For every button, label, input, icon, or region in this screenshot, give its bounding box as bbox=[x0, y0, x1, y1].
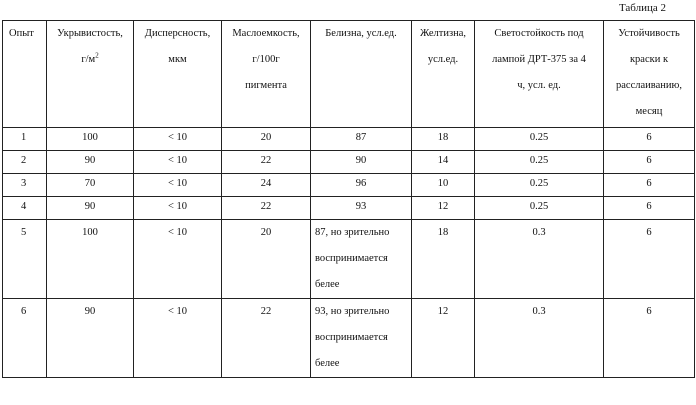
header-stability: Устойчивость краски к расслаиванию, месяц bbox=[604, 21, 695, 128]
cell-coverage: 90 bbox=[47, 299, 134, 378]
cell-dispersity: < 10 bbox=[134, 299, 222, 378]
cell-lightfastness: 0.25 bbox=[475, 128, 604, 151]
cell-whiteness: 90 bbox=[311, 151, 412, 174]
cell-oil-absorption: 22 bbox=[222, 299, 311, 378]
cell-whiteness: 87, но зрительно воспринимается белее bbox=[311, 220, 412, 299]
cell-yellowness: 10 bbox=[412, 174, 475, 197]
table-row bbox=[3, 220, 695, 299]
cell-yellowness: 12 bbox=[412, 197, 475, 220]
cell-oil-absorption: 22 bbox=[222, 151, 311, 174]
cell-stability: 6 bbox=[604, 299, 695, 378]
cell-lightfastness: 0.25 bbox=[475, 151, 604, 174]
header-dispersity: Дисперсность, мкм bbox=[134, 21, 222, 128]
table-row bbox=[3, 151, 695, 174]
cell-experiment: 2 bbox=[3, 151, 47, 174]
cell-stability: 6 bbox=[604, 220, 695, 299]
cell-yellowness: 18 bbox=[412, 128, 475, 151]
table-row bbox=[3, 128, 695, 151]
cell-whiteness: 93, но зрительно воспринимается белее bbox=[311, 299, 412, 378]
cell-lightfastness: 0.25 bbox=[475, 174, 604, 197]
cell-stability: 6 bbox=[604, 197, 695, 220]
cell-yellowness: 18 bbox=[412, 220, 475, 299]
cell-oil-absorption: 24 bbox=[222, 174, 311, 197]
header-oil-absorption: Маслоемкость, г/100г пигмента bbox=[222, 21, 311, 128]
cell-oil-absorption: 20 bbox=[222, 220, 311, 299]
table-caption: Таблица 2 bbox=[618, 2, 666, 14]
table-row bbox=[3, 197, 695, 220]
header-row bbox=[3, 21, 695, 128]
header-coverage: Укрывистость, $г/м^2$ bbox=[47, 21, 134, 128]
cell-stability: 6 bbox=[604, 174, 695, 197]
cell-yellowness: 14 bbox=[412, 151, 475, 174]
header-yellowness: Желтизна, усл.ед. bbox=[412, 21, 475, 128]
cell-coverage: 100 bbox=[47, 220, 134, 299]
cell-coverage: 90 bbox=[47, 197, 134, 220]
table-row bbox=[3, 299, 695, 378]
table-row bbox=[3, 174, 695, 197]
cell-experiment: 3 bbox=[3, 174, 47, 197]
cell-experiment: 1 bbox=[3, 128, 47, 151]
cell-dispersity: < 10 bbox=[134, 151, 222, 174]
cell-stability: 6 bbox=[604, 128, 695, 151]
cell-whiteness: 96 bbox=[311, 174, 412, 197]
cell-yellowness: 12 bbox=[412, 299, 475, 378]
data-table bbox=[2, 20, 695, 378]
cell-oil-absorption: 22 bbox=[222, 197, 311, 220]
cell-dispersity: < 10 bbox=[134, 197, 222, 220]
header-experiment: Опыт bbox=[3, 21, 47, 128]
cell-coverage: 70 bbox=[47, 174, 134, 197]
cell-lightfastness: 0.3 bbox=[475, 220, 604, 299]
cell-dispersity: < 10 bbox=[134, 128, 222, 151]
cell-whiteness: 93 bbox=[311, 197, 412, 220]
cell-lightfastness: 0.25 bbox=[475, 197, 604, 220]
cell-dispersity: < 10 bbox=[134, 220, 222, 299]
cell-lightfastness: 0.3 bbox=[475, 299, 604, 378]
cell-experiment: 5 bbox=[3, 220, 47, 299]
header-whiteness: Белизна, усл.ед. bbox=[311, 21, 412, 128]
cell-experiment: 4 bbox=[3, 197, 47, 220]
cell-coverage: 100 bbox=[47, 128, 134, 151]
cell-stability: 6 bbox=[604, 151, 695, 174]
header-lightfastness: Светостойкость под лампой ДРТ-375 за 4 ч, усл. ед. bbox=[475, 21, 604, 128]
cell-oil-absorption: 20 bbox=[222, 128, 311, 151]
cell-coverage: 90 bbox=[47, 151, 134, 174]
cell-experiment: 6 bbox=[3, 299, 47, 378]
cell-dispersity: < 10 bbox=[134, 174, 222, 197]
cell-whiteness: 87 bbox=[311, 128, 412, 151]
